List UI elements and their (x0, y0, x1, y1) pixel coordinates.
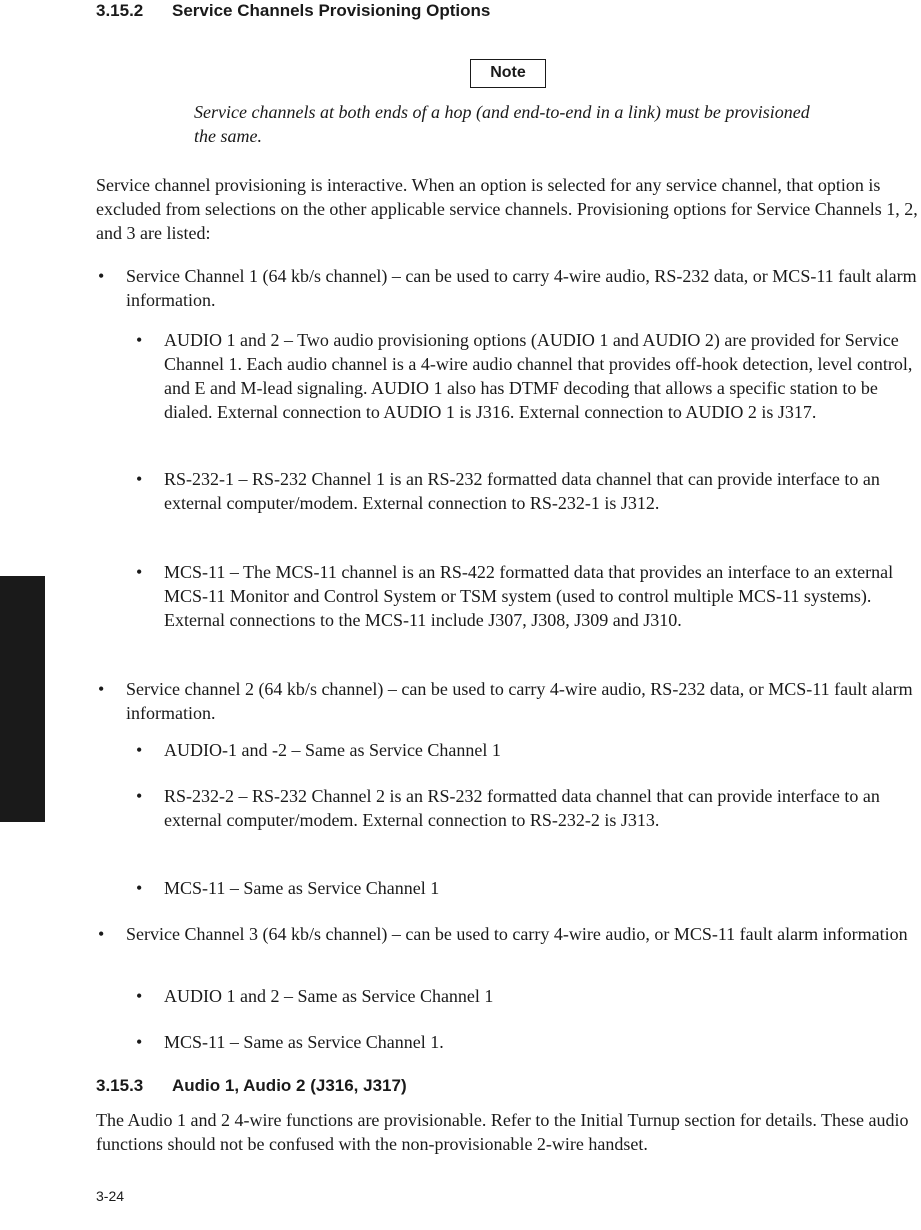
bullet-icon: • (136, 786, 143, 806)
bullet-icon: • (136, 1032, 143, 1052)
document-page: 3.15.2 Service Channels Provisioning Options Note Service channels at both ends of a hop (and end-to-end in a link) must be provisioned the same. Service channel provisioning is interactive. When an option is selected for any service channel, that option is excluded from selections on the other applicable service channels. Provisioning options for Service Channels 1, 2, and 3 are listed: • Service Channel 1 (64 kb/s channel) – can be used to carry 4-wire audio, RS-232 data, or MCS-11 fault alarm information. • AUDIO 1 and 2 – Two audio provisioning options (AUDIO 1 and AUDIO 2) are provided for Service Channel 1. Each audio channel is a 4-wire audio channel that provides off-hook detection, level control, and E and M-lead signaling. AUDIO 1 also has DTMF decoding that allows a specific station to be dialed. External connection to AUDIO 1 is J316. External connection to AUDIO 2 is J317. • RS-232-1 – RS-232 Channel 1 is an RS-232 formatted data channel that can provide interface to an external computer/modem. External connection to RS-232-1 is J312. • MCS-11 – The MCS-11 channel is an RS-422 formatted data that provides an interface to an external MCS-11 Monitor and Control System or TSM system (used to control multiple MCS-11 systems). External connections to the MCS-11 include J307, J308, J309 and J310. • Service channel 2 (64 kb/s channel) – can be used to carry 4-wire audio, RS-232 data, or MCS-11 fault alarm information. • AUDIO-1 and -2 – Same as Service Channel 1 • RS-232-2 – RS-232 Channel 2 is an RS-232 formatted data channel that can provide interface to an external computer/modem. External connection to RS-232-2 is J313. • MCS-11 – Same as Service Channel 1 • Service Channel 3 (64 kb/s channel) – can be used to carry 4-wire audio, or MCS-11 fault alarm information • AUDIO 1 and 2 – Same as Service Channel 1 • MCS-11 – Same as Service Channel 1. 3.15.3 Audio 1, Audio 2 (J316, J317) The Audio 1 and 2 4-wire functions are provisionable. Refer to the Initial Turnup section for details. These audio functions should not be confused with the non-provisionable 2-wire handset. 3-24 (0, 0, 921, 1230)
intro-paragraph: Service channel provisioning is interactive. When an option is selected for any service channel, that option is excluded from selections on the other applicable service channels. Provisioning options for Service Channels 1, 2, and 3 are listed: (96, 175, 918, 243)
chapter-edge-tab (0, 576, 45, 822)
section-heading-audio (96, 1076, 407, 1096)
bullet-icon: • (98, 679, 105, 699)
bullet-icon: • (136, 740, 143, 760)
section-number: 3.15.2 (96, 1, 144, 20)
bullet-icon: • (136, 562, 143, 582)
section-number: 3.15.3 (96, 1076, 144, 1095)
bullet-icon: • (98, 266, 105, 286)
section-heading-service-channels (96, 1, 490, 21)
section-title: Service Channels Provisioning Options (172, 1, 491, 20)
page-number: 3-24 (96, 1188, 125, 1204)
section-title: Audio 1, Audio 2 (J316, J317) (172, 1076, 407, 1095)
bullet-icon: • (136, 330, 143, 350)
bullet-icon: • (136, 469, 143, 489)
note-label-box: Note (470, 59, 546, 88)
bullet-icon: • (98, 924, 105, 944)
note-text: Service channels at both ends of a hop (and end-to-end in a link) must be provisioned the same. (194, 102, 810, 146)
audio-paragraph: The Audio 1 and 2 4-wire functions are provisionable. Refer to the Initial Turnup section for details. These audio functions should not be confused with the non-provisionable 2-wire handset. (96, 1110, 909, 1154)
bullet-icon: • (136, 986, 143, 1006)
bullet-icon: • (136, 878, 143, 898)
